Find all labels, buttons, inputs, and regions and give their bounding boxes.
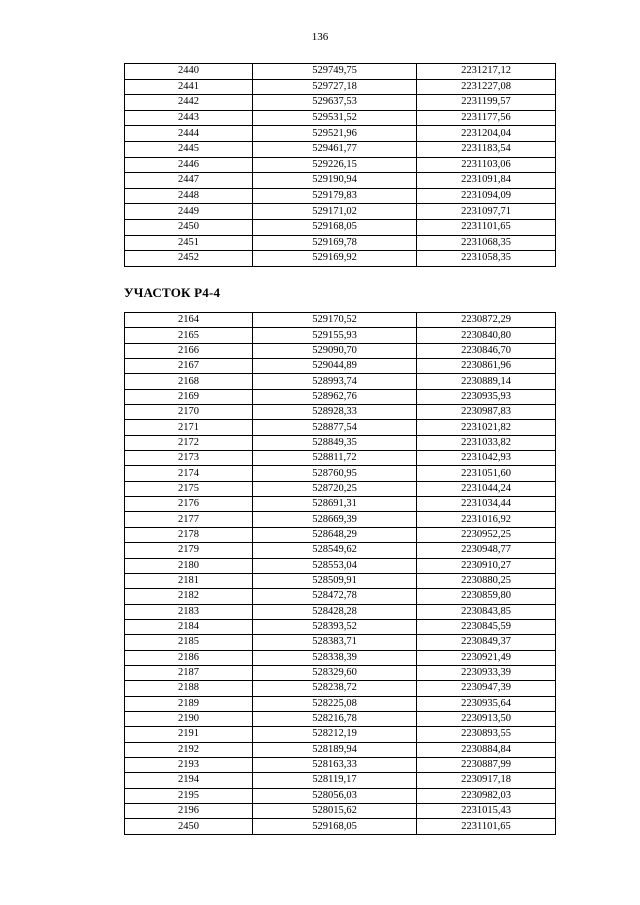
point-number-cell: 2177 <box>125 512 253 527</box>
x-coordinate-cell: 528015,62 <box>253 804 417 819</box>
x-coordinate-cell: 528119,17 <box>253 773 417 788</box>
table-body <box>125 313 556 835</box>
x-coordinate-cell: 529190,94 <box>253 173 417 189</box>
point-number-cell: 2186 <box>125 650 253 665</box>
point-number-cell: 2450 <box>125 219 253 235</box>
y-coordinate-cell: 2231016,92 <box>417 512 556 527</box>
x-coordinate-cell: 528225,08 <box>253 696 417 711</box>
table-row <box>125 711 556 726</box>
table-row <box>125 374 556 389</box>
x-coordinate-cell: 528648,29 <box>253 527 417 542</box>
table-row <box>125 527 556 542</box>
x-coordinate-cell: 528189,94 <box>253 742 417 757</box>
table-row <box>125 619 556 634</box>
y-coordinate-cell: 2230917,18 <box>417 773 556 788</box>
table-row <box>125 173 556 189</box>
x-coordinate-cell: 528811,72 <box>253 451 417 466</box>
point-number-cell: 2164 <box>125 313 253 328</box>
point-number-cell: 2181 <box>125 573 253 588</box>
y-coordinate-cell: 2231097,71 <box>417 204 556 220</box>
x-coordinate-cell: 528472,78 <box>253 589 417 604</box>
point-number-cell: 2449 <box>125 204 253 220</box>
x-coordinate-cell: 528928,33 <box>253 405 417 420</box>
x-coordinate-cell: 528549,62 <box>253 543 417 558</box>
table-row <box>125 389 556 404</box>
page-number: 136 <box>311 31 329 43</box>
x-coordinate-cell: 528669,39 <box>253 512 417 527</box>
table-row <box>125 543 556 558</box>
point-number-cell: 2166 <box>125 343 253 358</box>
x-coordinate-cell: 528393,52 <box>253 619 417 634</box>
x-coordinate-cell: 529226,15 <box>253 157 417 173</box>
y-coordinate-cell: 2231044,24 <box>417 481 556 496</box>
y-coordinate-cell: 2231217,12 <box>417 64 556 80</box>
point-number-cell: 2444 <box>125 126 253 142</box>
point-number-cell: 2174 <box>125 466 253 481</box>
y-coordinate-cell: 2230987,83 <box>417 405 556 420</box>
x-coordinate-cell: 529461,77 <box>253 141 417 157</box>
table-row <box>125 681 556 696</box>
table-row <box>125 313 556 328</box>
x-coordinate-cell: 528509,91 <box>253 573 417 588</box>
point-number-cell: 2185 <box>125 635 253 650</box>
y-coordinate-cell: 2230845,59 <box>417 619 556 634</box>
point-number-cell: 2178 <box>125 527 253 542</box>
point-number-cell: 2448 <box>125 188 253 204</box>
x-coordinate-cell: 529179,83 <box>253 188 417 204</box>
point-number-cell: 2196 <box>125 804 253 819</box>
y-coordinate-cell: 2231091,84 <box>417 173 556 189</box>
table-row <box>125 235 556 251</box>
x-coordinate-cell: 528691,31 <box>253 497 417 512</box>
y-coordinate-cell: 2230982,03 <box>417 788 556 803</box>
y-coordinate-cell: 2230935,93 <box>417 389 556 404</box>
x-coordinate-cell: 529090,70 <box>253 343 417 358</box>
y-coordinate-cell: 2230884,84 <box>417 742 556 757</box>
table-row <box>125 573 556 588</box>
table-row <box>125 804 556 819</box>
x-coordinate-cell: 528877,54 <box>253 420 417 435</box>
y-coordinate-cell: 2231199,57 <box>417 95 556 111</box>
table-row <box>125 512 556 527</box>
coordinates-table-1 <box>124 63 556 267</box>
table-row <box>125 451 556 466</box>
x-coordinate-cell: 528760,95 <box>253 466 417 481</box>
table-row <box>125 64 556 80</box>
y-coordinate-cell: 2230872,29 <box>417 313 556 328</box>
y-coordinate-cell: 2230948,77 <box>417 543 556 558</box>
x-coordinate-cell: 529155,93 <box>253 328 417 343</box>
y-coordinate-cell: 2230849,37 <box>417 635 556 650</box>
y-coordinate-cell: 2230947,39 <box>417 681 556 696</box>
x-coordinate-cell: 528553,04 <box>253 558 417 573</box>
y-coordinate-cell: 2230859,80 <box>417 589 556 604</box>
y-coordinate-cell: 2231204,04 <box>417 126 556 142</box>
table-body <box>125 64 556 267</box>
table-row <box>125 773 556 788</box>
point-number-cell: 2192 <box>125 742 253 757</box>
table-row <box>125 141 556 157</box>
point-number-cell: 2173 <box>125 451 253 466</box>
table-row <box>125 328 556 343</box>
point-number-cell: 2193 <box>125 757 253 772</box>
x-coordinate-cell: 529168,05 <box>253 819 417 834</box>
x-coordinate-cell: 528849,35 <box>253 435 417 450</box>
table-row <box>125 126 556 142</box>
x-coordinate-cell: 528163,33 <box>253 757 417 772</box>
y-coordinate-cell: 2230913,50 <box>417 711 556 726</box>
point-number-cell: 2172 <box>125 435 253 450</box>
x-coordinate-cell: 529169,78 <box>253 235 417 251</box>
y-coordinate-cell: 2230921,49 <box>417 650 556 665</box>
table-row <box>125 558 556 573</box>
x-coordinate-cell: 528216,78 <box>253 711 417 726</box>
y-coordinate-cell: 2231177,56 <box>417 110 556 126</box>
section-title: УЧАСТОК Р4-4 <box>124 285 221 300</box>
y-coordinate-cell: 2230935,64 <box>417 696 556 711</box>
y-coordinate-cell: 2231033,82 <box>417 435 556 450</box>
table-row <box>125 251 556 267</box>
point-number-cell: 2171 <box>125 420 253 435</box>
x-coordinate-cell: 529637,53 <box>253 95 417 111</box>
table-row <box>125 497 556 512</box>
point-number-cell: 2442 <box>125 95 253 111</box>
table-row <box>125 727 556 742</box>
point-number-cell: 2165 <box>125 328 253 343</box>
table-row <box>125 650 556 665</box>
point-number-cell: 2441 <box>125 79 253 95</box>
x-coordinate-cell: 529171,02 <box>253 204 417 220</box>
x-coordinate-cell: 529170,52 <box>253 313 417 328</box>
point-number-cell: 2191 <box>125 727 253 742</box>
x-coordinate-cell: 528212,19 <box>253 727 417 742</box>
x-coordinate-cell: 528238,72 <box>253 681 417 696</box>
point-number-cell: 2195 <box>125 788 253 803</box>
x-coordinate-cell: 529044,89 <box>253 359 417 374</box>
table-row <box>125 79 556 95</box>
table-row <box>125 819 556 834</box>
point-number-cell: 2440 <box>125 64 253 80</box>
x-coordinate-cell: 528383,71 <box>253 635 417 650</box>
table-row <box>125 742 556 757</box>
x-coordinate-cell: 529169,92 <box>253 251 417 267</box>
x-coordinate-cell: 528428,28 <box>253 604 417 619</box>
table-row <box>125 219 556 235</box>
point-number-cell: 2184 <box>125 619 253 634</box>
x-coordinate-cell: 529749,75 <box>253 64 417 80</box>
y-coordinate-cell: 2230952,25 <box>417 527 556 542</box>
table-row <box>125 157 556 173</box>
y-coordinate-cell: 2230910,27 <box>417 558 556 573</box>
point-number-cell: 2180 <box>125 558 253 573</box>
y-coordinate-cell: 2230893,55 <box>417 727 556 742</box>
x-coordinate-cell: 529727,18 <box>253 79 417 95</box>
x-coordinate-cell: 528962,76 <box>253 389 417 404</box>
y-coordinate-cell: 2231051,60 <box>417 466 556 481</box>
y-coordinate-cell: 2231101,65 <box>417 819 556 834</box>
point-number-cell: 2447 <box>125 173 253 189</box>
y-coordinate-cell: 2231094,09 <box>417 188 556 204</box>
point-number-cell: 2443 <box>125 110 253 126</box>
y-coordinate-cell: 2230846,70 <box>417 343 556 358</box>
y-coordinate-cell: 2230889,14 <box>417 374 556 389</box>
table-row <box>125 420 556 435</box>
coordinates-table-2 <box>124 312 556 835</box>
x-coordinate-cell: 529531,52 <box>253 110 417 126</box>
table-row <box>125 604 556 619</box>
point-number-cell: 2189 <box>125 696 253 711</box>
y-coordinate-cell: 2230840,80 <box>417 328 556 343</box>
y-coordinate-cell: 2231058,35 <box>417 251 556 267</box>
x-coordinate-cell: 529521,96 <box>253 126 417 142</box>
y-coordinate-cell: 2231015,43 <box>417 804 556 819</box>
point-number-cell: 2451 <box>125 235 253 251</box>
table-row <box>125 665 556 680</box>
x-coordinate-cell: 529168,05 <box>253 219 417 235</box>
table-row <box>125 405 556 420</box>
x-coordinate-cell: 528056,03 <box>253 788 417 803</box>
y-coordinate-cell: 2230861,96 <box>417 359 556 374</box>
point-number-cell: 2183 <box>125 604 253 619</box>
point-number-cell: 2190 <box>125 711 253 726</box>
y-coordinate-cell: 2230887,99 <box>417 757 556 772</box>
point-number-cell: 2188 <box>125 681 253 696</box>
point-number-cell: 2450 <box>125 819 253 834</box>
point-number-cell: 2182 <box>125 589 253 604</box>
point-number-cell: 2167 <box>125 359 253 374</box>
y-coordinate-cell: 2231227,08 <box>417 79 556 95</box>
table-row <box>125 435 556 450</box>
y-coordinate-cell: 2231183,54 <box>417 141 556 157</box>
point-number-cell: 2168 <box>125 374 253 389</box>
point-number-cell: 2169 <box>125 389 253 404</box>
y-coordinate-cell: 2230880,25 <box>417 573 556 588</box>
table-row <box>125 95 556 111</box>
table-row <box>125 481 556 496</box>
table-row <box>125 589 556 604</box>
y-coordinate-cell: 2231101,65 <box>417 219 556 235</box>
table-row <box>125 359 556 374</box>
point-number-cell: 2187 <box>125 665 253 680</box>
table-row <box>125 635 556 650</box>
point-number-cell: 2176 <box>125 497 253 512</box>
y-coordinate-cell: 2231103,06 <box>417 157 556 173</box>
y-coordinate-cell: 2231068,35 <box>417 235 556 251</box>
x-coordinate-cell: 528993,74 <box>253 374 417 389</box>
table-row <box>125 696 556 711</box>
point-number-cell: 2170 <box>125 405 253 420</box>
table-row <box>125 110 556 126</box>
point-number-cell: 2445 <box>125 141 253 157</box>
table-row <box>125 757 556 772</box>
y-coordinate-cell: 2230843,85 <box>417 604 556 619</box>
point-number-cell: 2446 <box>125 157 253 173</box>
table-row <box>125 343 556 358</box>
x-coordinate-cell: 528329,60 <box>253 665 417 680</box>
table-row <box>125 204 556 220</box>
y-coordinate-cell: 2230933,39 <box>417 665 556 680</box>
point-number-cell: 2175 <box>125 481 253 496</box>
table-row <box>125 466 556 481</box>
table-row <box>125 788 556 803</box>
y-coordinate-cell: 2231021,82 <box>417 420 556 435</box>
point-number-cell: 2194 <box>125 773 253 788</box>
point-number-cell: 2179 <box>125 543 253 558</box>
y-coordinate-cell: 2231034,44 <box>417 497 556 512</box>
x-coordinate-cell: 528720,25 <box>253 481 417 496</box>
x-coordinate-cell: 528338,39 <box>253 650 417 665</box>
point-number-cell: 2452 <box>125 251 253 267</box>
y-coordinate-cell: 2231042,93 <box>417 451 556 466</box>
table-row <box>125 188 556 204</box>
